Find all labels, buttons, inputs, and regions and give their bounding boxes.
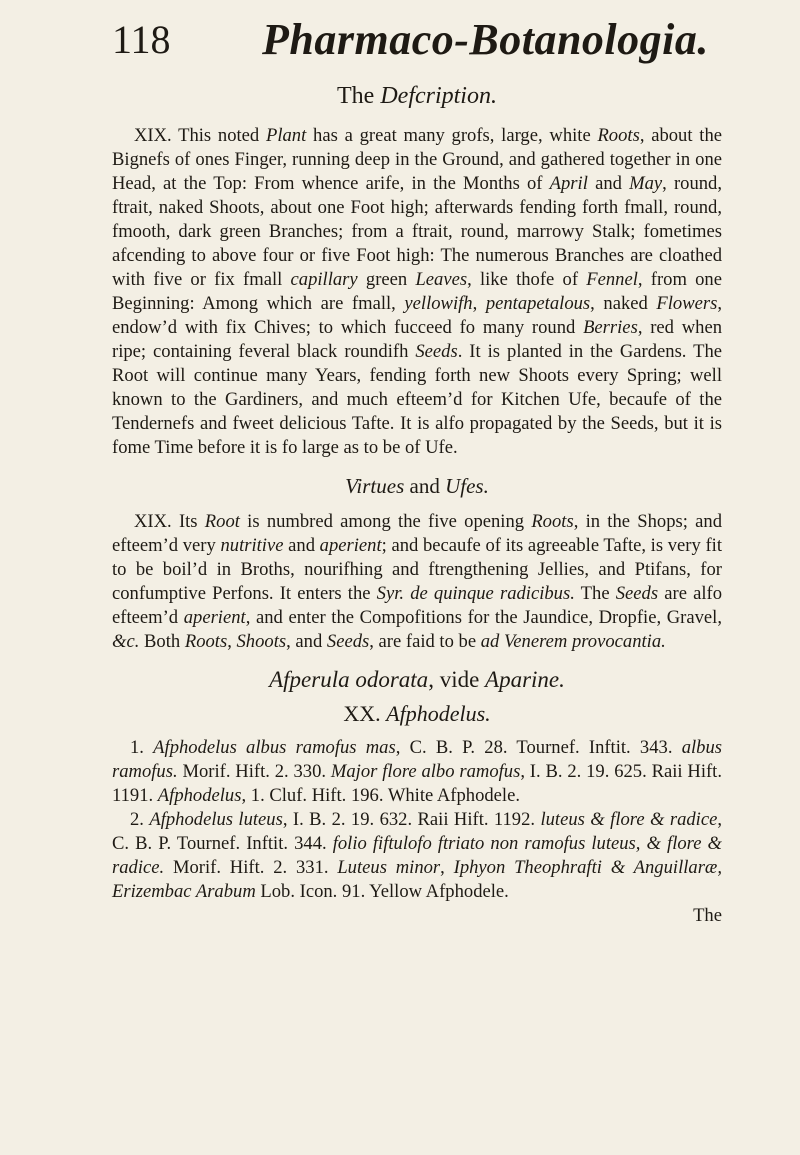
- virtues-paragraph: XIX. Its Root is numbred among the five opening Roots, in the Shops; and efteem’d very nutritive and aperient; and becaufe of its agreeable Tafte, is very fit to be boil’d in Broths, nourifhing and ftrengthening Jellies, and Ptifans, for confumptive Perfons. It enters the Syr. de quinque radicibus. The Seeds are alfo efteem’d aperient, and enter the Compofitions for the Jaundice, Dropfie, Gravel, &c. Both Roots, Shoots, and Seeds, are faid to be ad Venerem provocantia.: [112, 511, 723, 652]
- italic-run: &c.: [112, 631, 140, 652]
- asperula-cross-reference: Afperula odorata, vide Aparine.: [269, 667, 565, 692]
- virtues-heading: Virtues and Ufes.: [345, 474, 489, 498]
- italic-run: Fennel: [586, 269, 638, 290]
- synonym-entry-2: 2. Afphodelus luteus, I. B. 2. 19. 632. Raii Hift. 1192. luteus & flore & radice, C. B. P. Tournef. Inftit. 344. folio fiftulofo ftriato non ramofus luteus, & flore & radice. Morif. Hift. 2. 331. Luteus minor, Iphyon Theophrafti & Anguillaræ, Erizembac Arabum Lob. Icon. 91. Yellow Afphodele.: [112, 809, 723, 902]
- italic-run: Seeds: [326, 631, 370, 652]
- italic-run: Berries: [583, 317, 638, 338]
- italic-run: capillary: [290, 269, 358, 290]
- italic-run: luteus & flore & radice: [540, 809, 718, 830]
- body-text: [112, 84, 722, 928]
- italic-run: Afphodelus luteus: [149, 809, 283, 830]
- italic-run: May: [629, 173, 663, 194]
- italic-run: Seeds: [415, 341, 458, 362]
- italic-run: Root: [204, 511, 240, 532]
- section-xx-heading: XX. Afphodelus.: [343, 701, 491, 726]
- page-number: 118: [112, 17, 171, 62]
- italic-run: Roots: [531, 511, 574, 532]
- catchword: The: [693, 905, 722, 926]
- italic-run: aperient: [319, 535, 382, 556]
- italic-run: Syr. de quinque radicibus.: [376, 583, 575, 604]
- running-title: Pharmaco-Botanologia.: [262, 15, 709, 64]
- italic-run: nutritive: [220, 535, 284, 556]
- italic-run: Roots: [597, 125, 640, 146]
- italic-run: Shoots: [236, 631, 287, 652]
- italic-run: pentapetalous: [485, 293, 591, 314]
- italic-run: Iphyon Theophrafti & Anguillaræ, Erizembac Arabum: [112, 857, 722, 902]
- italic-run: Luteus minor: [337, 857, 441, 878]
- italic-run: Seeds: [615, 583, 659, 604]
- italic-run: April: [549, 173, 588, 194]
- description-paragraph: XIX. This noted Plant has a great many grofs, large, white Roots, about the Bignefs of ones Finger, running deep in the Ground, and gathered together in one Head, at the Top: From whence arife, in the Months of April and May, round, ftrait, naked Shoots, about one Foot high; afterwards fending forth fmall, round, fmooth, dark green Branches; from a ftrait, round, marrowy Stalk; fometimes afcending to above four or five Foot high: The numerous Branches are cloathed with five or fix fmall capillary green Leaves, like thofe of Fennel, from one Beginning: Among which are fmall, yellowifh, pentapetalous, naked Flowers, endow’d with fix Chives; to which fucceed fo many round Berries, red when ripe; containing feveral black roundifh Seeds. It is planted in the Gardens. The Root will continue many Years, fending forth new Shoots every Spring; well known to the Gardiners, and much efteem’d for Kitchen Ufe, becaufe of the Tendernefs and fweet delicious Tafte. It is alfo propagated by the Seeds, but it is fome Time before it is fo large as to be of Ufe.: [112, 125, 723, 458]
- synonym-entry-1: 1. Afphodelus albus ramofus mas, C. B. P. 28. Tournef. Inftit. 343. albus ramofus. Morif. Hift. 2. 330. Major flore albo ramofus, I. B. 2. 19. 625. Raii Hift. 1191. Afphodelus, 1. Cluf. Hift. 196. White Afphodele.: [112, 737, 722, 806]
- italic-run: Flowers: [656, 293, 718, 314]
- italic-run: aperient: [183, 607, 246, 628]
- italic-run: Roots: [184, 631, 228, 652]
- italic-run: ad Venerem provocantia.: [480, 631, 666, 652]
- italic-run: albus ramofus.: [112, 737, 722, 782]
- italic-run: Afphodelus: [157, 785, 242, 806]
- italic-run: Major flore albo ramofus: [330, 761, 521, 782]
- running-header: [112, 14, 732, 74]
- italic-run: Plant: [265, 125, 307, 146]
- italic-run: Afphodelus albus ramofus mas: [153, 737, 396, 758]
- italic-run: Leaves: [415, 269, 468, 290]
- description-heading: The Defcription.: [337, 83, 497, 109]
- italic-run: folio fiftulofo ftriato non ramofus luteus, & flore & radice.: [112, 833, 723, 878]
- italic-run: yellowifh: [404, 293, 473, 314]
